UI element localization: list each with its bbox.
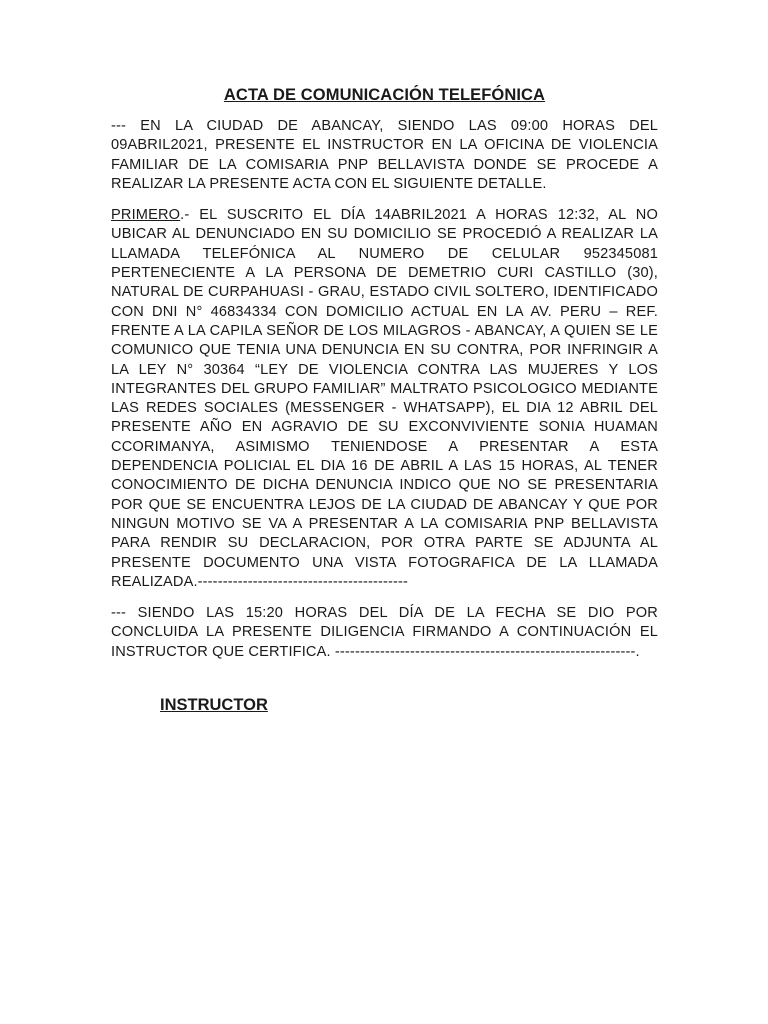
paragraph-primero-body: .- EL SUSCRITO EL DÍA 14ABRIL2021 A HORAS 12:32, AL NO UBICAR AL DENUNCIADO EN SU DOMICILIO SE PROCEDIÓ A REALIZAR LA LLAMADA TELEFÓNICA AL NUMERO DE CELULAR 952345081 PERTENECIENTE A LA PERSONA DE DEMETRIO CURI CASTILLO (30), NATURAL DE CURPAHUASI - GRAU, ESTADO CIVIL SOLTERO, IDENTIFICADO CON DNI N° 46834334 CON DOMICILIO ACTUAL EN LA AV. PERU – REF. FRENTE A LA CAPILA SEÑOR DE LOS MILAGROS - ABANCAY, A QUIEN SE LE COMUNICO QUE TENIA UNA DENUNCIA EN SU CONTRA, POR INFRINGIR A LA LEY N° 30364 “LEY DE VIOLENCIA CONTRA LAS MUJERES Y LOS INTEGRANTES DEL GRUPO FAMILIAR” MALTRATO PSICOLOGICO MEDIANTE LAS REDES SOCIALES (MESSENGER - WHATSAPP), EL DIA 12 ABRIL DEL PRESENTE AÑO EN AGRAVIO DE SU EXCONVIVIENTE SONIA HUAMAN CCORIMANYA, ASIMISMO TENIENDOSE A PRESENTAR A ESTA DEPENDENCIA POLICIAL EL DIA 16 DE ABRIL A LAS 15 HORAS, AL TENER CONOCIMIENTO DE DICHA DENUNCIA INDICO QUE NO SE PRESENTARIA POR QUE SE ENCUENTRA LEJOS DE LA CIUDAD DE ABANCAY Y QUE POR NINGUN MOTIVO SE VA A PRESENTAR A LA COMISARIA PNP BELLAVISTA PARA RENDIR SU DECLARACION, POR OTRA PARTE SE ADJUNTA AL PRESENTE DOCUMENTO UNA VISTA FOTOGRAFICA DE LA LLAMADA REALIZADA.------------------------------------------	[111, 207, 658, 590]
paragraph-primero	[111, 206, 658, 592]
document-body	[111, 82, 658, 674]
paragraph-primero-lead: PRIMERO	[111, 207, 181, 224]
paragraph-closing: --- SIENDO LAS 15:20 HORAS DEL DÍA DE LA FECHA SE DIO POR CONCLUIDA LA PRESENTE DILIGENCIA FIRMANDO A CONTINUACIÓN EL INSTRUCTOR QUE CERTIFICA. ------------------------------------------------------------.	[111, 605, 658, 660]
paragraph-intro: --- EN LA CIUDAD DE ABANCAY, SIENDO LAS 09:00 HORAS DEL 09ABRIL2021, PRESENTE EL INSTRUCTOR EN LA OFICINA DE VIOLENCIA FAMILIAR DE LA COMISARIA PNP BELLAVISTA DONDE SE PROCEDE A REALIZAR LA PRESENTE ACTA CON EL SIGUIENTE DETALLE.	[111, 118, 658, 192]
signature-label: INSTRUCTOR	[160, 696, 268, 714]
document-title: ACTA DE COMUNICACIÓN TELEFÓNICA	[223, 86, 546, 104]
